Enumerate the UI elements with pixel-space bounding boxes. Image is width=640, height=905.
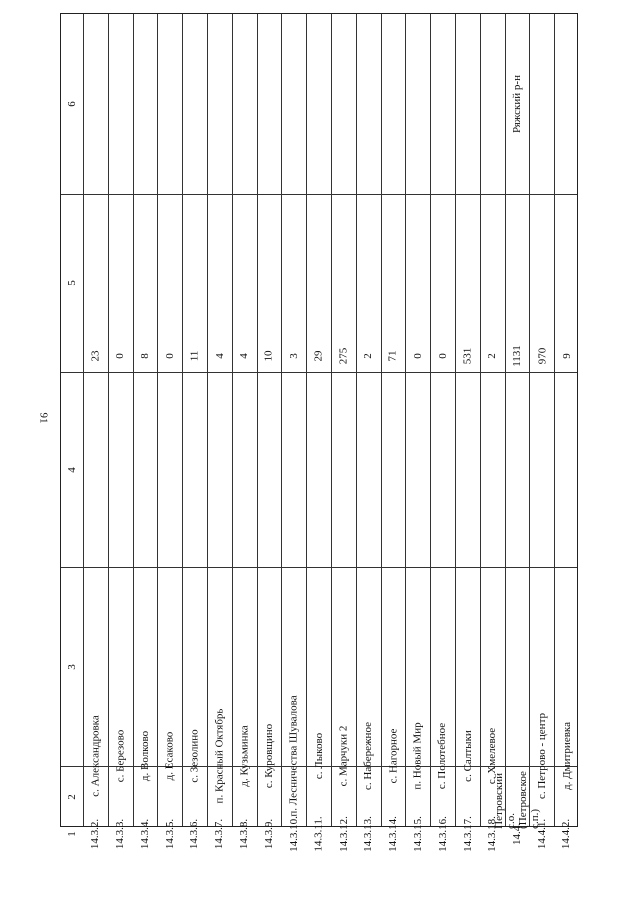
table-cell <box>232 194 257 372</box>
cell-text: д. Есаково <box>163 731 176 781</box>
table-cell <box>430 816 455 852</box>
cell-text: с. Куровщино <box>263 723 275 789</box>
district-label: Ряжский р-н <box>511 75 523 133</box>
cell-text: 14.3.11. <box>312 816 325 852</box>
table-cell <box>207 567 232 804</box>
table-cell <box>505 823 530 845</box>
header-label: 1 <box>66 831 78 837</box>
cell-text: 14.4.2. <box>560 818 573 850</box>
cell-text: 2 <box>362 353 375 359</box>
cell-text: 14.3.9. <box>263 818 275 850</box>
table-cell <box>331 194 356 372</box>
table-cell <box>306 567 331 780</box>
table-cell <box>281 816 306 852</box>
table-cell <box>356 194 381 372</box>
table-cell <box>257 818 282 850</box>
cell-text: 14.4.1. <box>535 818 548 850</box>
table-cell <box>331 567 356 787</box>
header-label: 4 <box>66 466 78 473</box>
cell-text: с. Марчуки 2 <box>337 725 350 787</box>
cell-text: с. Лыково <box>312 732 325 780</box>
cell-text: д. Дмитриевка <box>560 722 573 790</box>
cell-text: 531 <box>461 347 474 365</box>
table-cell <box>281 194 306 372</box>
header-cell <box>61 828 83 840</box>
cell-text: 14.3.2. <box>89 818 102 850</box>
table-cell <box>455 816 480 852</box>
cell-text: 275 <box>337 347 350 365</box>
table-cell <box>157 194 182 372</box>
cell-text: 14.3.7. <box>213 818 226 850</box>
cell-text: с. Полотебное <box>436 722 449 790</box>
cell-text: 14.3.16. <box>436 816 449 852</box>
table-cell <box>108 818 133 850</box>
table-cell <box>554 194 579 372</box>
cell-text: с. Петрово - центр <box>535 712 548 800</box>
page-number: 91 <box>37 412 50 424</box>
cell-text: 14.3.10. <box>287 816 300 852</box>
cell-text: 29 <box>312 350 325 362</box>
table-cell <box>133 818 158 850</box>
table-cell <box>381 194 406 372</box>
table-cell <box>157 818 182 850</box>
table-cell <box>83 818 108 850</box>
header-label: 5 <box>66 280 78 286</box>
cell-text: 4 <box>213 353 226 359</box>
cell-text: 14.4. <box>510 823 523 845</box>
cell-text: 10 <box>262 350 275 362</box>
cell-text: 14.3.14. <box>387 816 399 852</box>
table-cell <box>455 567 480 782</box>
table-cell <box>381 567 406 784</box>
table-grid <box>60 13 578 852</box>
cell-text: 2 <box>486 353 499 359</box>
table-cell <box>108 567 133 783</box>
table-cell <box>182 194 207 372</box>
table-cell <box>133 194 158 372</box>
cell-text: с. Александровка <box>89 715 102 797</box>
table-cell <box>480 816 505 852</box>
cell-text: с. Зезолино <box>188 729 201 783</box>
cell-text: 71 <box>386 350 399 362</box>
cell-text: 9 <box>560 353 573 359</box>
cell-text: 970 <box>535 347 548 365</box>
column-divider <box>61 372 577 373</box>
header-label: 3 <box>66 663 78 670</box>
table-cell <box>281 567 306 817</box>
table-cell <box>133 567 158 782</box>
cell-text: 0 <box>163 353 176 359</box>
cell-text: с. Березово <box>114 729 127 783</box>
cell-text: 3 <box>287 353 300 359</box>
table-cell <box>207 194 232 372</box>
table-cell <box>554 567 579 790</box>
header-cell <box>61 14 83 194</box>
cell-text: 14.3.17. <box>461 816 474 852</box>
table-cell <box>306 816 331 852</box>
header-label: 6 <box>66 101 78 107</box>
cell-text: 23 <box>89 350 102 362</box>
table-cell <box>493 766 541 829</box>
table-cell <box>480 567 505 785</box>
settlements-table <box>60 13 578 852</box>
cell-text: д. Кузьминка <box>238 725 251 787</box>
table-cell <box>529 818 554 850</box>
table-cell <box>554 818 579 850</box>
table-cell <box>430 194 455 372</box>
table-cell <box>232 567 257 787</box>
cell-text: 8 <box>138 353 151 359</box>
cell-text: с. Хмелевое <box>486 727 499 785</box>
table-cell <box>83 567 108 797</box>
cell-text: 14.3.4. <box>139 818 151 850</box>
table-cell <box>480 194 505 372</box>
table-cell <box>529 567 554 800</box>
cell-text: с. Салтыки <box>461 730 474 782</box>
table-cell <box>405 194 430 372</box>
table-cell <box>356 816 381 852</box>
header-cell <box>61 372 83 567</box>
table-cell <box>257 194 282 372</box>
cell-text: д. Волково <box>139 730 151 782</box>
cell-text: п. Лесничества Шувалова <box>287 695 300 817</box>
table-cell <box>108 194 133 372</box>
cell-text: с. Набережное <box>362 722 375 790</box>
cell-text: 14.3.15. <box>411 816 424 852</box>
cell-text: 14.3.18. <box>486 816 499 852</box>
table-cell <box>83 194 108 372</box>
table-cell <box>529 194 554 372</box>
cell-text: 0 <box>436 353 449 359</box>
cell-text: 0 <box>411 353 424 359</box>
district-cell <box>505 14 530 194</box>
table-cell <box>157 567 182 781</box>
cell-text: 0 <box>114 353 127 359</box>
table-cell <box>356 567 381 790</box>
cell-text: 14.3.5. <box>163 818 176 850</box>
table-cell <box>306 194 331 372</box>
table-cell <box>405 816 430 852</box>
cell-text: 14.3.3. <box>114 818 127 850</box>
header-cell <box>61 567 83 766</box>
cell-text: 14.3.8. <box>238 818 251 850</box>
table-cell <box>455 194 480 372</box>
cell-text: с. Нагорное <box>386 728 399 784</box>
cell-text: 11 <box>188 350 201 362</box>
table-cell <box>207 818 232 850</box>
cell-text: 14.3.12. <box>337 816 350 852</box>
cell-text: Петровский с.о. (Петровское с.п.) <box>493 771 541 829</box>
table-cell <box>182 818 207 850</box>
cell-text: 14.3.13. <box>362 816 375 852</box>
table-cell <box>405 567 430 790</box>
table-cell <box>331 816 356 852</box>
cell-text: 14.3.6. <box>188 818 201 850</box>
table-cell <box>381 816 406 852</box>
cell-text: 1131 <box>510 345 523 367</box>
table-cell <box>232 818 257 850</box>
header-label: 2 <box>66 794 78 800</box>
table-cell <box>182 567 207 783</box>
cell-text: п. Новый Мир <box>411 722 424 790</box>
cell-text: п. Красный Октябрь <box>213 708 226 804</box>
table-cell <box>430 567 455 790</box>
cell-text: 4 <box>238 353 251 359</box>
header-cell <box>61 194 83 372</box>
table-cell <box>505 194 530 372</box>
table-cell <box>257 567 282 789</box>
header-cell <box>61 766 83 828</box>
